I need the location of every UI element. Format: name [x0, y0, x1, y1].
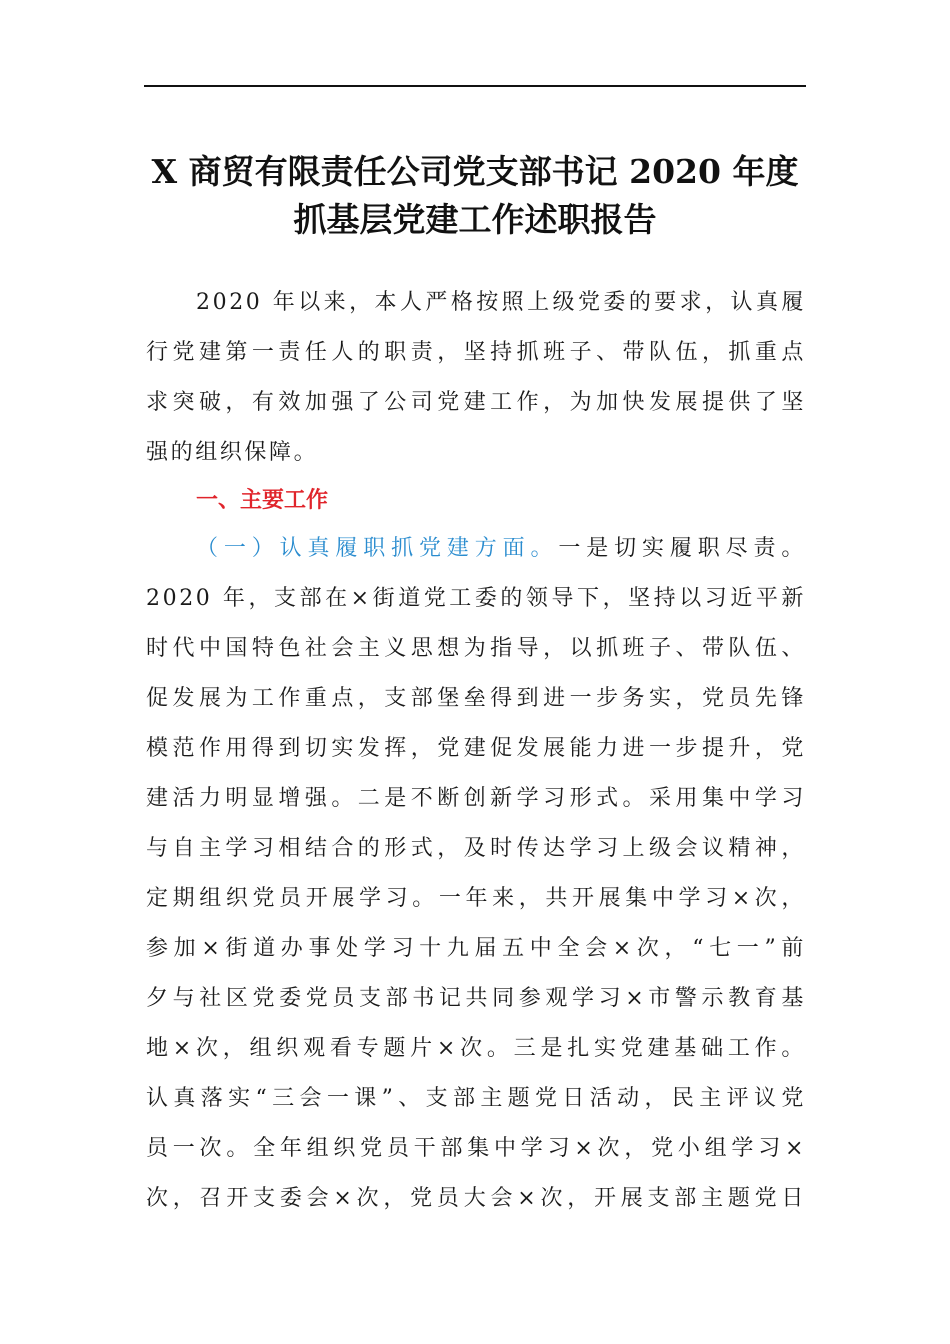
- section1-line: 认真落实“三会一课”、支部主题党日活动，民主评议党: [146, 1086, 806, 1111]
- section1-line: 次，召开支委会×次，党员大会×次，开展支部主题党日: [146, 1186, 806, 1211]
- intro-line: 行党建第一责任人的职责，坚持抓班子、带队伍，抓重点: [146, 340, 806, 365]
- section1-line: 与自主学习相结合的形式，及时传达学习上级会议精神，: [146, 836, 806, 861]
- section-heading-main-work: 一、主要工作: [196, 488, 329, 513]
- section1-line: 2020 年，支部在×街道党工委的领导下，坚持以习近平新: [146, 586, 806, 611]
- section1-line: 定期组织党员开展学习。一年来，共开展集中学习×次，: [146, 886, 806, 911]
- title-line-2: 抓基层党建工作述职报告: [293, 200, 657, 239]
- section1-line: 参加×街道办事处学习十九届五中全会×次，“七一”前: [146, 936, 806, 961]
- section1-line: 时代中国特色社会主义思想为指导，以抓班子、带队伍、: [146, 636, 806, 661]
- intro-line: 2020 年以来，本人严格按照上级党委的要求，认真履: [196, 290, 806, 315]
- intro-line: 求突破，有效加强了公司党建工作，为加快发展提供了坚: [146, 390, 806, 415]
- intro-line: 强的组织保障。: [146, 440, 319, 465]
- section1-paragraph: [146, 524, 806, 1224]
- title-line-1: X 商贸有限责任公司党支部书记 2020 年度: [151, 152, 799, 191]
- section1-first-line: [146, 524, 806, 574]
- section1-line: 促发展为工作重点，支部堡垒得到进一步务实，党员先锋: [146, 686, 806, 711]
- section1-line: 地×次，组织观看专题片×次。三是扎实党建基础工作。: [146, 1036, 806, 1061]
- subsection-heading: （一）认真履职抓党建方面。: [196, 536, 559, 561]
- section1-first-line-text: 一是切实履职尽责。: [558, 536, 806, 561]
- section1-line: 模范作用得到切实发挥，党建促发展能力进一步提升，党: [146, 736, 806, 761]
- section1-line: 夕与社区党委党员支部书记共同参观学习×市警示教育基: [146, 986, 806, 1011]
- section1-line: 员一次。全年组织党员干部集中学习×次，党小组学习×: [146, 1136, 806, 1161]
- header-rule: [144, 85, 806, 87]
- intro-paragraph: [146, 278, 806, 478]
- section1-line: 建活力明显增强。二是不断创新学习形式。采用集中学习: [146, 786, 806, 811]
